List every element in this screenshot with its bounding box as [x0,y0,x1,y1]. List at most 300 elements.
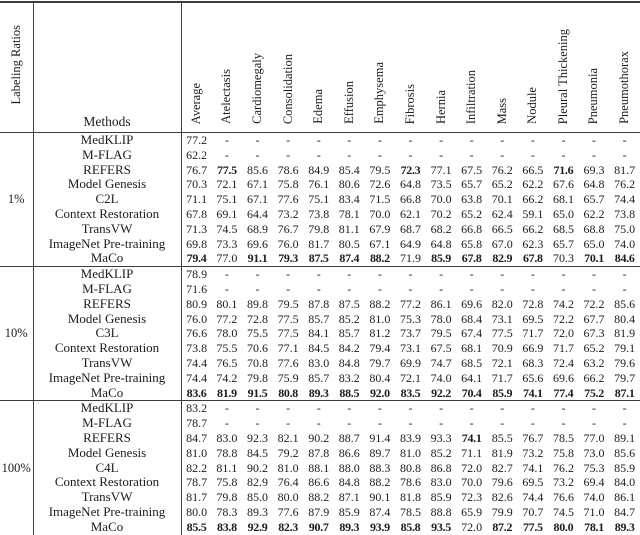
value-cell: 90.1 [369,490,391,505]
value-cell: - [518,401,549,416]
column-header-label: Nodule [525,87,540,124]
value-cell: 85.7 [308,370,330,385]
value-cell: - [365,133,396,148]
table-row [0,207,640,222]
table-row [0,177,640,192]
value-cell: 80.0 [277,490,299,505]
value-cell: 65.0 [552,206,574,221]
value-cell: 78.9 [181,267,212,282]
value-cell: 75.3 [399,311,421,326]
value-cell: - [347,416,352,431]
value-cell: 65.7 [461,177,483,192]
value-cell: 85.6 [614,296,636,311]
value-cell: - [242,267,273,282]
value-cell: 82.2 [186,460,208,475]
value-cell: 76.7 [277,221,299,236]
value-cell: 83.0 [430,475,452,490]
value-cell: 62.4 [491,206,513,221]
value-cell: 76.4 [277,475,299,490]
value-cell: 71.6 [553,162,574,177]
column-header [518,2,549,133]
value-cell: 67.1 [247,177,268,192]
value-cell: 75.9 [277,370,299,385]
value-cell: - [426,133,457,148]
table-row [0,326,640,341]
value-cell: 80.9 [186,296,208,311]
value-cell: - [365,401,396,416]
value-cell: 71.9 [399,251,421,266]
table-row [0,356,640,371]
value-cell: 82.3 [278,519,298,534]
method-name: REFERS [33,297,181,312]
value-cell: 88.2 [369,251,390,266]
value-cell: 76.5 [216,355,238,370]
value-cell: 67.1 [369,236,391,251]
value-cell: - [456,401,487,416]
value-cell: 79.2 [277,445,299,460]
value-cell: 77.5 [217,162,237,177]
value-cell: 79.6 [614,355,636,370]
value-cell: 72.0 [461,519,483,534]
method-name: MedKLIP [33,267,181,282]
value-cell: 75.8 [216,475,238,490]
value-cell: 62.2 [186,147,208,162]
value-cell: 64.8 [430,236,452,251]
value-cell: 70.1 [491,192,513,207]
value-cell: 84.9 [308,162,330,177]
value-cell: 93.5 [431,519,451,534]
value-cell: 70.1 [584,251,604,266]
column-header-label: Pneumothorax [617,51,632,124]
value-cell: 80.6 [338,177,360,192]
method-name: Context Restoration [33,207,181,222]
method-name: M-FLAG [33,148,181,163]
value-cell: 77.5 [277,326,299,341]
value-cell: 68.2 [430,221,452,236]
table-row [0,416,640,431]
value-cell: 73.8 [308,206,330,221]
value-cell: - [224,416,229,431]
value-cell: 84.2 [338,341,360,356]
method-name: C3L [33,326,181,341]
method-name: MaCo [33,386,181,401]
method-name: M-FLAG [33,416,181,431]
value-cell: 86.6 [308,475,330,490]
value-cell: 64.1 [461,370,483,385]
column-header [181,2,212,133]
value-cell: - [334,267,365,282]
value-cell: - [456,267,487,282]
value-cell: 69.5 [522,311,544,326]
value-cell: - [548,401,579,416]
value-cell: - [561,147,566,162]
value-cell: 77.0 [583,430,605,445]
table-row [0,520,640,535]
table-row [0,297,640,312]
value-cell: 85.9 [338,504,360,519]
value-cell: - [395,267,426,282]
value-cell: 70.0 [461,475,483,490]
value-cell: 89.3 [308,385,329,400]
value-cell: 79.4 [369,341,391,356]
value-cell: 79.8 [247,370,268,385]
value-cell: 68.5 [552,221,574,236]
table-row [0,401,640,416]
value-cell: 71.7 [552,341,574,356]
value-cell: 69.8 [186,236,208,251]
value-cell: 84.5 [247,445,268,460]
value-cell: - [408,281,413,296]
method-name: ImageNet Pre-training [33,371,181,386]
value-cell: - [500,416,505,431]
value-cell: 87.5 [308,251,329,266]
value-cell: - [579,401,610,416]
value-cell: 75.3 [583,460,605,475]
column-header [487,2,518,133]
value-cell: 85.9 [614,460,636,475]
value-cell: 81.9 [491,445,513,460]
value-cell: 70.3 [552,251,574,266]
value-cell: - [530,147,535,162]
column-header [579,2,610,133]
column-header-label: Consolidation [280,53,295,124]
value-cell: 92.2 [431,385,451,400]
value-cell: - [487,401,518,416]
column-header-label: Hernia [433,89,448,124]
value-cell: 80.8 [278,385,298,400]
value-cell: 66.8 [461,221,483,236]
value-cell: 82.9 [492,251,513,266]
value-cell: - [530,416,535,431]
value-cell: - [334,133,365,148]
value-cell: - [487,267,518,282]
value-cell: 83.9 [399,430,421,445]
value-cell: 82.9 [247,475,268,490]
column-header [365,2,396,133]
value-cell: - [334,401,365,416]
value-cell: - [609,267,640,282]
value-cell: 73.2 [277,206,299,221]
value-cell: 71.7 [522,326,544,341]
value-cell: 72.3 [461,490,483,505]
value-cell: 88.7 [338,430,360,445]
value-cell: 77.4 [553,385,574,400]
value-cell: 72.4 [552,355,574,370]
value-cell: 62.2 [522,177,544,192]
value-cell: - [609,133,640,148]
method-name: M-FLAG [33,282,181,297]
value-cell: 67.0 [491,236,513,251]
method-name: C4L [33,461,181,476]
value-cell: - [316,281,321,296]
value-cell: 87.1 [338,490,360,505]
value-cell: 64.8 [399,177,421,192]
value-cell: - [530,281,535,296]
value-cell: 88.2 [369,296,391,311]
value-cell: 77.2 [399,296,421,311]
value-cell: 82.1 [277,430,299,445]
value-cell: 68.1 [461,341,483,356]
value-cell: 70.6 [247,341,268,356]
value-cell: 71.7 [491,370,513,385]
value-cell: 73.2 [522,445,544,460]
method-name: Model Genesis [33,446,181,461]
value-cell: 67.8 [522,251,543,266]
value-cell: 65.0 [583,236,605,251]
value-cell: 82.7 [491,460,513,475]
table-row [0,505,640,520]
value-cell: 76.2 [552,460,574,475]
value-cell: 78.0 [430,311,452,326]
value-cell: 74.4 [614,192,636,207]
method-name: Context Restoration [33,475,181,490]
value-cell: - [408,416,413,431]
value-cell: 67.9 [369,221,391,236]
method-name: MedKLIP [33,401,181,416]
column-header [426,2,457,133]
value-cell: - [255,416,260,431]
value-cell: - [212,133,243,148]
value-cell: 69.9 [399,355,421,370]
value-cell: 83.2 [338,370,360,385]
column-header [212,2,243,133]
value-cell: - [592,281,597,296]
value-cell: 78.5 [552,430,574,445]
value-cell: - [579,133,610,148]
value-cell: 83.4 [338,192,360,207]
value-cell: 72.0 [552,326,574,341]
value-cell: 86.1 [614,490,636,505]
value-cell: 89.3 [247,504,268,519]
value-cell: - [212,267,243,282]
value-cell: - [548,267,579,282]
value-cell: 79.3 [278,251,298,266]
value-cell: 78.0 [216,326,238,341]
value-cell: 81.2 [369,326,391,341]
value-cell: 81.1 [216,460,238,475]
value-cell: 73.5 [430,177,452,192]
value-cell: 79.8 [308,221,330,236]
value-cell: 73.0 [583,445,605,460]
value-cell: 89.3 [614,519,635,534]
value-cell: 70.3 [186,177,208,192]
value-cell: - [622,147,627,162]
column-header [242,2,273,133]
value-cell: 79.8 [216,490,238,505]
value-cell: - [469,416,474,431]
value-cell: - [303,133,334,148]
value-cell: 85.2 [430,445,452,460]
value-cell: - [273,401,304,416]
column-header-label: Average [189,82,203,124]
value-cell: 67.3 [583,326,605,341]
value-cell: 77.5 [277,311,299,326]
value-cell: 75.1 [216,192,238,207]
table-row [0,222,640,237]
value-cell: 67.8 [186,206,208,221]
value-cell: 65.7 [552,236,574,251]
value-cell: - [286,147,291,162]
value-cell: 63.2 [583,355,605,370]
column-header-label: Effusion [341,81,356,124]
value-cell: 85.5 [186,519,207,534]
value-cell: 79.7 [369,355,391,370]
value-cell: 90.7 [308,519,329,534]
value-cell: 84.7 [186,430,208,445]
column-header-label: Infiltration [464,69,479,124]
value-cell: - [592,147,597,162]
value-cell: 75.5 [216,341,238,356]
value-cell: - [469,147,474,162]
value-cell: 70.4 [461,385,482,400]
value-cell: 85.7 [338,326,360,341]
value-cell: 68.8 [583,221,605,236]
value-cell: 62.3 [522,236,544,251]
value-cell: - [395,401,426,416]
table-row [0,282,640,297]
value-cell: 78.8 [216,445,238,460]
table-row [0,386,640,401]
value-cell: 75.5 [247,326,268,341]
value-cell: - [242,401,273,416]
value-cell: 79.5 [430,326,452,341]
value-cell: 77.6 [277,504,299,519]
value-cell: - [273,267,304,282]
value-cell: 87.8 [308,296,330,311]
method-name: Model Genesis [33,177,181,192]
value-cell: 80.0 [186,504,208,519]
value-cell: - [609,401,640,416]
value-cell: 74.1 [522,460,544,475]
results-table [0,1,640,535]
table-row [0,192,640,207]
method-name: MaCo [33,251,181,266]
value-cell: - [286,281,291,296]
value-cell: 79.4 [186,251,207,266]
value-cell: - [316,147,321,162]
value-cell: 88.0 [338,460,360,475]
column-header-label: Fibrosis [402,83,417,124]
value-cell: 72.3 [400,162,421,177]
method-name: MedKLIP [33,133,181,148]
value-cell: 71.1 [461,445,483,460]
value-cell: 72.8 [247,311,268,326]
value-cell: 82.0 [491,296,513,311]
table-row [0,148,640,163]
value-cell: - [579,267,610,282]
value-cell: 86.1 [430,296,452,311]
value-cell: 65.7 [583,192,605,207]
value-cell: 92.9 [247,519,268,534]
table-body [0,133,640,535]
value-cell: 64.4 [247,206,268,221]
value-cell: 68.3 [522,355,544,370]
value-cell: 84.6 [614,251,635,266]
value-cell: - [242,133,273,148]
method-name: C2L [33,192,181,207]
value-cell: 88.8 [430,504,452,519]
value-cell: 74.2 [216,370,238,385]
value-cell: 73.2 [552,475,574,490]
value-cell: 80.4 [369,370,391,385]
value-cell: 78.7 [186,475,208,490]
value-cell: - [439,281,444,296]
value-cell: 68.4 [461,311,483,326]
value-cell: 80.1 [216,296,238,311]
value-cell: 72.2 [552,311,574,326]
value-cell: 87.1 [614,385,635,400]
value-cell: 72.1 [399,370,421,385]
value-cell: 92.0 [369,385,390,400]
column-header [303,2,334,133]
value-cell: 72.0 [461,460,483,475]
value-cell: 79.7 [614,370,636,385]
value-cell: 83.5 [400,385,421,400]
value-cell: 83.6 [186,385,207,400]
method-name: ImageNet Pre-training [33,505,181,520]
labeling-ratios-label: Labeling Ratios [8,25,23,105]
value-cell: 74.1 [461,430,482,445]
value-cell: 75.1 [308,192,330,207]
value-cell: - [622,281,627,296]
method-name: REFERS [33,163,181,178]
value-cell: 86.6 [338,445,360,460]
value-cell: 65.9 [461,504,483,519]
value-cell: 74.0 [583,490,605,505]
value-cell: 76.1 [308,177,330,192]
table-row [0,475,640,490]
value-cell: 74.4 [186,370,208,385]
value-cell: 90.2 [308,430,330,445]
value-cell: 81.9 [217,385,237,400]
value-cell: 71.1 [186,192,208,207]
value-cell: 83.0 [216,430,238,445]
value-cell: 78.3 [216,504,238,519]
value-cell: - [273,133,304,148]
value-cell: 91.1 [247,251,268,266]
column-header [548,2,579,133]
value-cell: 79.1 [614,341,636,356]
value-cell: 73.1 [399,341,421,356]
value-cell: - [548,133,579,148]
value-cell: - [224,147,229,162]
value-cell: 64.8 [583,177,605,192]
value-cell: 82.6 [491,490,513,505]
value-cell: 76.6 [186,326,208,341]
value-cell: 77.6 [277,192,299,207]
value-cell: 72.1 [491,355,513,370]
methods-header [33,2,181,133]
value-cell: 74.2 [552,296,574,311]
value-cell: 75.8 [552,445,574,460]
value-cell: 93.3 [430,430,452,445]
method-name: ImageNet Pre-training [33,237,181,252]
value-cell: 68.5 [461,355,483,370]
value-cell: 88.5 [339,385,360,400]
value-cell: 67.8 [461,251,482,266]
method-name: Model Genesis [33,312,181,327]
table-row [0,267,640,282]
value-cell: 70.0 [430,192,452,207]
value-cell: 71.6 [186,281,208,296]
value-cell: 89.8 [247,296,268,311]
value-cell: 81.7 [186,490,208,505]
value-cell: 66.2 [583,370,605,385]
value-cell: 73.8 [614,206,636,221]
value-cell: 81.9 [614,326,636,341]
value-cell: 69.4 [583,475,605,490]
value-cell: 70.7 [522,504,544,519]
